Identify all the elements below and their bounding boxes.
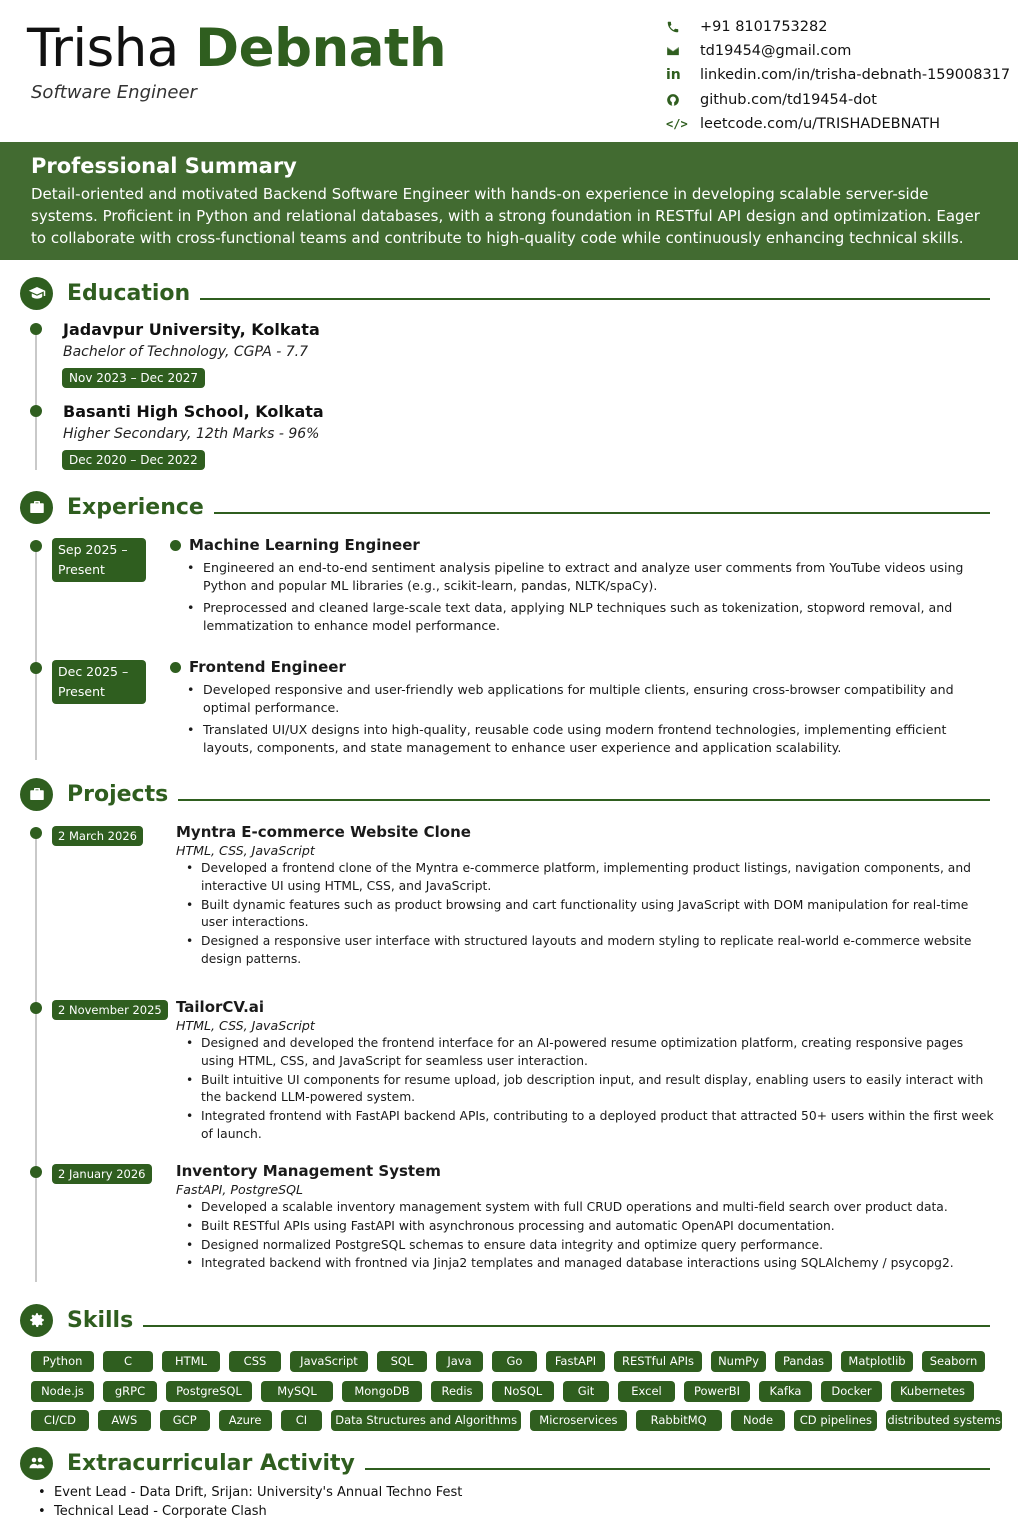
github-icon	[664, 92, 700, 108]
mail-icon	[664, 43, 700, 59]
project-name: Myntra E-commerce Website Clone	[176, 823, 471, 841]
project-date: 2 January 2026	[52, 1164, 152, 1184]
phone-icon	[664, 19, 700, 35]
skill-tag: CI	[281, 1410, 323, 1431]
skills-row	[31, 1351, 1011, 1381]
summary-text: Detail-oriented and motivated Backend Software Engineer with hands-on experience in developing scalable server-side systems. Proficient in Python and relational databases, with a strong foundation in RESTful API design and optimization. Eager to collaborate with cross-functional teams and contribute to high-quality code while continuously enhancing technical skills.	[31, 185, 980, 247]
projects-heading	[20, 777, 990, 811]
people-icon	[20, 1447, 53, 1480]
contact-text[interactable]: linkedin.com/in/trisha-debnath-159008317	[700, 67, 1011, 84]
skill-tag: Node	[731, 1410, 786, 1431]
skill-tag: Go	[492, 1351, 537, 1372]
skill-tag: PostgreSQL	[166, 1381, 252, 1402]
project-tech: HTML, CSS, JavaScript	[176, 1018, 315, 1033]
contact-phone	[664, 15, 1014, 39]
experience-role	[170, 658, 995, 676]
extracurricular-list	[38, 1483, 462, 1521]
bullet-item: • Engineered an end-to-end sentiment analysis pipeline to extract and analyze user comments from YouTube videos using Python and popular ML libraries (e.g., scikit-learn, pandas, NLTK/spaCy).	[170, 559, 995, 595]
skill-tag: SQL	[377, 1351, 427, 1372]
degree: Bachelor of Technology, CGPA - 7.7	[63, 344, 309, 360]
contact-text[interactable]: leetcode.com/u/TRISHADEBNATH	[700, 115, 940, 132]
education-timeline	[35, 330, 37, 470]
school-name: Jadavpur University, Kolkata	[63, 320, 320, 339]
skill-tag: GCP	[160, 1410, 210, 1431]
bullet-item: • Integrated backend with frontned via Jinja2 templates and managed database interactions using SQLAlchemy / psycopg2.	[176, 1255, 996, 1273]
contact-text[interactable]: +91 8101753282	[700, 19, 828, 36]
contact-linkedin	[664, 63, 1014, 87]
skill-tag: Pandas	[775, 1351, 832, 1372]
contact-text[interactable]: github.com/td19454-dot	[700, 91, 877, 108]
project-item	[176, 823, 996, 970]
skill-tag: JavaScript	[290, 1351, 368, 1372]
project-item	[176, 998, 996, 1145]
skill-tag: Java	[436, 1351, 483, 1372]
date-start: Sep 2025 –	[58, 542, 128, 557]
bullet-item: • Developed responsive and user-friendly web applications for multiple clients, ensuring cross-browser compatibility and optimal performance.	[170, 681, 995, 717]
skill-tag: RabbitMQ	[636, 1410, 722, 1431]
skill-tag: Data Structures and Algorithms	[331, 1410, 521, 1431]
role-title: Machine Learning Engineer	[189, 536, 420, 554]
section-title: Education	[67, 280, 191, 306]
section-title: Extracurricular Activity	[67, 1450, 355, 1476]
code-icon: </>	[666, 116, 688, 131]
skill-tag: NoSQL	[492, 1381, 554, 1402]
bullet-item: • Designed normalized PostgreSQL schemas to ensure data integrity and optimize query performance.	[176, 1237, 996, 1255]
skill-tag: C	[103, 1351, 153, 1372]
briefcase-icon	[20, 491, 53, 524]
project-name: Inventory Management System	[176, 1162, 441, 1180]
section-divider	[178, 799, 990, 801]
date-end: Present	[58, 562, 105, 577]
candidate-name	[27, 18, 446, 79]
experience-dates	[52, 538, 146, 582]
bullet-item: • Designed and developed the frontend interface for an AI-powered resume optimization platform, creating responsive pages using HTML, CSS, and JavaScript for seamless user interaction.	[176, 1035, 996, 1071]
timeline-dot	[30, 1166, 42, 1178]
contact-list	[664, 15, 1014, 136]
project-tech: FastAPI, PostgreSQL	[176, 1182, 304, 1197]
skill-tag: CSS	[229, 1351, 281, 1372]
skill-tag: Redis	[431, 1381, 483, 1402]
experience-dates	[52, 660, 146, 704]
timeline-dot	[30, 323, 42, 335]
project-bullets	[176, 860, 996, 969]
first-name: Trisha	[27, 18, 179, 79]
resume-header	[0, 0, 1018, 142]
summary-title: Professional Summary	[31, 154, 297, 178]
experience-bullets	[170, 559, 995, 635]
timeline-dot	[30, 540, 42, 552]
contact-github	[664, 88, 1014, 112]
section-divider	[365, 1468, 990, 1470]
timeline-dot	[30, 827, 42, 839]
skill-tag: Node.js	[31, 1381, 94, 1402]
skill-tag: distributed systems	[886, 1410, 1002, 1431]
role-dot	[170, 662, 181, 673]
skill-tag: gRPC	[103, 1381, 157, 1402]
professional-summary	[0, 142, 1018, 260]
bullet-item: • Built RESTful APIs using FastAPI with asynchronous processing and automatic OpenAPI documentation.	[176, 1218, 996, 1236]
skill-tag: Kafka	[759, 1381, 812, 1402]
role-title: Frontend Engineer	[189, 658, 346, 676]
experience-role	[170, 536, 995, 554]
contact-leetcode	[664, 112, 1014, 136]
skill-tag: AWS	[98, 1410, 151, 1431]
bullet-item: • Developed a frontend clone of the Myntra e-commerce platform, implementing product listings, navigation components, and interactive UI using HTML, CSS, and JavaScript.	[176, 860, 996, 896]
section-divider	[214, 512, 990, 514]
graduation-cap-icon	[20, 277, 53, 310]
skill-tag: CD pipelines	[794, 1410, 877, 1431]
skill-tag: Seaborn	[922, 1351, 985, 1372]
timeline-dot	[30, 1002, 42, 1014]
section-title: Skills	[67, 1307, 134, 1333]
skill-tag: Excel	[618, 1381, 675, 1402]
skill-tag: Git	[563, 1381, 609, 1402]
section-title: Projects	[67, 781, 169, 807]
section-divider	[200, 298, 990, 300]
skill-tag: HTML	[162, 1351, 220, 1372]
skill-tag: Python	[31, 1351, 94, 1372]
experience-item	[170, 536, 995, 639]
skill-tag: CI/CD	[31, 1410, 89, 1431]
education-dates: Nov 2023 – Dec 2027	[62, 368, 205, 388]
bullet-item: • Developed a scalable inventory management system with full CRUD operations and multi-field search over product data.	[176, 1199, 996, 1217]
section-title: Experience	[67, 494, 204, 520]
contact-email	[664, 39, 1014, 63]
skill-tag: NumPy	[711, 1351, 766, 1372]
project-bullets	[176, 1035, 996, 1144]
skill-tag: PowerBI	[684, 1381, 750, 1402]
skill-tag: Kubernetes	[891, 1381, 974, 1402]
project-date: 2 November 2025	[52, 1000, 168, 1020]
bullet-item: • Designed a responsive user interface with structured layouts and modern styling to replicate real-world e-commerce website design patterns.	[176, 933, 996, 969]
skill-tag: Matplotlib	[841, 1351, 913, 1372]
bullet-item: • Built dynamic features such as product browsing and cart functionality using JavaScript with DOM manipulation for real-time user interactions.	[176, 897, 996, 933]
project-item	[176, 1162, 996, 1274]
date-end: Present	[58, 684, 105, 699]
skills-list	[31, 1351, 1011, 1440]
education-item	[63, 402, 324, 442]
education-dates: Dec 2020 – Dec 2022	[62, 450, 205, 470]
gear-icon	[20, 1304, 53, 1337]
project-bullets	[176, 1199, 996, 1273]
bullet-item: • Preprocessed and cleaned large-scale text data, applying NLP techniques such as tokenization, stopword removal, and lemmatization to enhance model performance.	[170, 599, 995, 635]
timeline-dot	[30, 405, 42, 417]
bullet-item: • Integrated frontend with FastAPI backend APIs, contributing to a deployed product that attracted 50+ users within the first week of launch.	[176, 1108, 996, 1144]
skills-heading	[20, 1303, 990, 1337]
degree: Higher Secondary, 12th Marks - 96%	[63, 426, 320, 442]
contact-text[interactable]: td19454@gmail.com	[700, 43, 852, 60]
bullet-item: • Translated UI/UX designs into high-quality, reusable code using modern frontend technologies, implementing efficient layouts, components, and state management to enhance user experience and application scalability.	[170, 721, 995, 757]
project-tech: HTML, CSS, JavaScript	[176, 843, 315, 858]
skills-row	[31, 1410, 1011, 1440]
extracurricular-heading	[20, 1446, 990, 1480]
skill-tag: RESTful APIs	[614, 1351, 702, 1372]
last-name: Debnath	[195, 18, 447, 79]
activity-item: • Technical Lead - Corporate Clash	[38, 1502, 462, 1521]
activity-item: • Event Lead - Data Drift, Srijan: University's Annual Techno Fest	[38, 1483, 462, 1502]
experience-item	[170, 658, 995, 761]
bullet-item: • Built intuitive UI components for resume upload, job description input, and result display, enabling users to easily interact with the backend LLM-powered system.	[176, 1072, 996, 1108]
education-heading	[20, 276, 990, 310]
projects-timeline	[35, 830, 37, 1282]
timeline-dot	[30, 662, 42, 674]
skill-tag: FastAPI	[546, 1351, 605, 1372]
experience-heading	[20, 490, 990, 524]
section-divider	[143, 1325, 990, 1327]
skills-row	[31, 1381, 1011, 1411]
date-start: Dec 2025 –	[58, 664, 129, 679]
skill-tag: Docker	[821, 1381, 882, 1402]
experience-timeline	[35, 545, 37, 760]
skill-tag: MySQL	[261, 1381, 333, 1402]
linkedin-icon: in	[666, 67, 681, 84]
skill-tag: Microservices	[530, 1410, 627, 1431]
job-title: Software Engineer	[31, 82, 197, 103]
school-name: Basanti High School, Kolkata	[63, 402, 324, 421]
skill-tag: MongoDB	[342, 1381, 422, 1402]
project-date: 2 March 2026	[52, 826, 143, 846]
briefcase-icon	[20, 778, 53, 811]
skill-tag: Azure	[219, 1410, 272, 1431]
experience-bullets	[170, 681, 995, 757]
project-name: TailorCV.ai	[176, 998, 265, 1016]
education-item	[63, 320, 320, 360]
role-dot	[170, 540, 181, 551]
